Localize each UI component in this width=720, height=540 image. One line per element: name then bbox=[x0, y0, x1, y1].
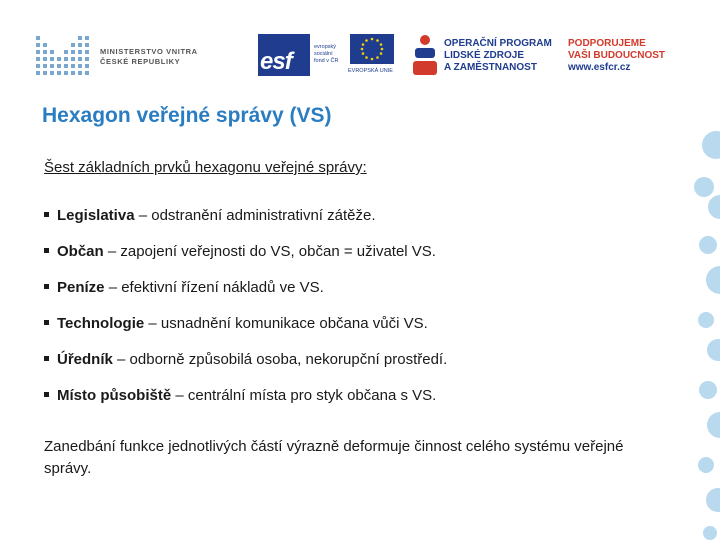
hexagon-elements-list bbox=[44, 203, 447, 419]
item-desc: – odstranění administrativní zátěže. bbox=[134, 207, 376, 224]
item-term: Legislativa bbox=[57, 207, 135, 224]
bullet-icon bbox=[44, 356, 49, 361]
slide-title: Hexagon veřejné správy (VS) bbox=[42, 104, 332, 127]
esf-logo bbox=[258, 34, 310, 76]
esf-logo-mark: esf bbox=[260, 48, 292, 75]
item-desc: – zapojení veřejnosti do VS, občan = uživatel VS. bbox=[103, 243, 436, 260]
item-term: Technologie bbox=[57, 315, 145, 332]
esf-sub-line-1: evropský bbox=[314, 44, 337, 50]
list-item bbox=[44, 311, 447, 347]
op-people-icon bbox=[410, 34, 440, 78]
esf-subtitle bbox=[314, 44, 338, 65]
header-logos bbox=[0, 0, 720, 90]
list-item bbox=[44, 203, 447, 239]
list-item bbox=[44, 347, 447, 383]
ministry-name bbox=[100, 47, 198, 67]
list-item bbox=[44, 383, 447, 419]
eu-label: EVROPSKÁ UNIE bbox=[348, 68, 393, 74]
bullet-icon bbox=[44, 320, 49, 325]
eu-flag-icon bbox=[350, 34, 394, 64]
esfcz-line-2: VAŠI BUDOUCNOST bbox=[568, 50, 666, 61]
item-term: Místo působiště bbox=[57, 387, 172, 404]
ministry-logo-icon bbox=[36, 34, 94, 78]
esfcz-line-3: www.esfcr.cz bbox=[568, 62, 631, 73]
item-desc: – odborně způsobilá osoba, nekorupční prostředí. bbox=[112, 351, 448, 368]
item-term: Úředník bbox=[57, 351, 113, 368]
list-item bbox=[44, 275, 447, 311]
op-line-2: LIDSKÉ ZDROJE bbox=[444, 50, 525, 61]
closing-text: Zanedbání funkce jednotlivých částí výrazně deformuje činnost celého systému veřejné správy. bbox=[44, 438, 624, 477]
list-item bbox=[44, 239, 447, 275]
item-desc: – usnadnění komunikace občana vůči VS. bbox=[144, 315, 428, 332]
ministry-line-1: MINISTERSTVO VNITRA bbox=[100, 47, 198, 56]
bullet-icon bbox=[44, 392, 49, 397]
decorative-dots bbox=[680, 115, 720, 540]
esfcz-line-1: PODPORUJEME bbox=[568, 38, 646, 49]
lead-text: Šest základních prvků hexagonu veřejné správy: bbox=[44, 159, 367, 176]
op-program-name bbox=[444, 38, 552, 74]
bullet-icon bbox=[44, 212, 49, 217]
bullet-icon bbox=[44, 284, 49, 289]
item-desc: – centrální místa pro styk občana s VS. bbox=[171, 387, 437, 404]
bullet-icon bbox=[44, 248, 49, 253]
esf-sub-line-2: sociální bbox=[314, 51, 333, 57]
op-line-3: A ZAMĚSTNANOST bbox=[444, 62, 537, 73]
esf-sub-line-3: fond v ČR bbox=[314, 58, 339, 64]
item-desc: – efektivní řízení nákladů ve VS. bbox=[104, 279, 324, 296]
esfcz-slogan bbox=[568, 38, 665, 74]
item-term: Peníze bbox=[57, 279, 105, 296]
ministry-line-2: ČESKÉ REPUBLIKY bbox=[100, 57, 181, 66]
item-term: Občan bbox=[57, 243, 104, 260]
op-line-1: OPERAČNÍ PROGRAM bbox=[444, 38, 552, 49]
